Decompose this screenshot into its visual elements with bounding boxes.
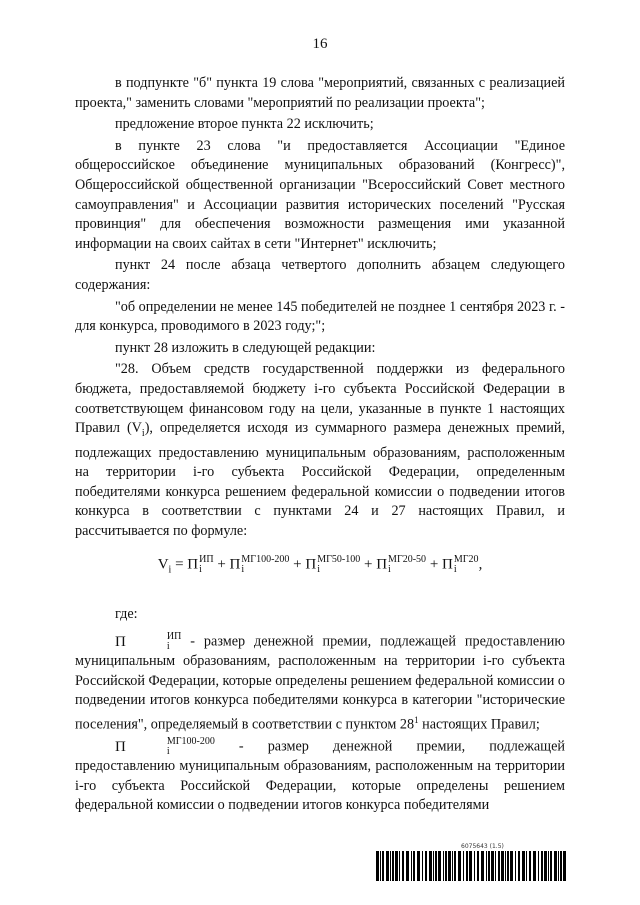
formula-plus: + — [289, 556, 306, 573]
formula-lhs: V — [157, 556, 169, 573]
paragraph: в пункте 23 слова "и предоставляется Ассоциации "Единое общероссийское объединение муниципальных образований (Конгресс)", Общероссийской общественной организации "Всероссийский Совет местного самоуправления" и Ассоциации развития исторических поселений "Русская провинция" для обеспечения возможности размещения ими указанной информации на своих сайтах в сети "Интернет" исключить; — [75, 137, 565, 252]
formula-sub: i — [241, 564, 245, 576]
barcode-block — [376, 843, 566, 883]
formula-end: , — [478, 556, 483, 573]
definition — [75, 632, 565, 735]
formula-plus: + — [360, 556, 377, 573]
formula — [75, 555, 565, 580]
formula-lhs-sub: i — [168, 564, 172, 576]
formula-sup: МГ20-50 — [388, 554, 427, 566]
definition-symbol — [115, 631, 182, 653]
paragraph: "об определении не менее 145 победителей не позднее 1 сентября 2023 г. - для конкурса, проводимого в 2023 году;"; — [75, 298, 565, 335]
definition-text: - размер денежной премии, подлежащей предоставлению муниципальным образованиям, расположенным на территории i-го субъекта Российской Федерации, которые определены решением федеральной комиссии о подведении итогов конкурса победителями конкурса в категории "исторические поселения", определяемый в соответствии с пунктом 28 — [75, 633, 565, 733]
barcode-text: 6075643 (1.5) — [461, 843, 504, 850]
formula-symbol: П — [376, 556, 388, 573]
formula-index — [317, 555, 360, 575]
paragraph: пункт 28 изложить в следующей редакции: — [115, 339, 376, 356]
formula-index — [199, 555, 213, 575]
subscript: i — [141, 427, 145, 439]
formula-sub: i — [388, 564, 391, 576]
formula-equals: = — [171, 556, 188, 573]
page-number: 16 — [312, 36, 328, 52]
paragraph: пункт 24 после абзаца четвертого дополнить абзацем следующего содержания: — [75, 257, 565, 293]
formula-index — [241, 555, 289, 575]
symbol-sub: i — [166, 746, 170, 758]
where-label: где: — [115, 605, 138, 622]
formula-plus: + — [426, 556, 443, 573]
reference-sup: 1 — [414, 714, 419, 725]
paragraph: предложение второе пункта 22 исключить; — [115, 116, 374, 133]
document-body — [75, 74, 565, 818]
paragraph-part: "28. Объем средств государственной поддержки из федерального бюджета, предоставляемой бюджету i-го субъекта Российской Федерации в соответствующем финансовом году на цели, указанные в пункте 1 настоящих Правил (V — [75, 361, 565, 437]
formula-sub: i — [317, 564, 320, 576]
symbol-sub: i — [166, 641, 170, 653]
definition — [75, 737, 565, 816]
formula-symbol: П — [305, 556, 317, 573]
paragraph-part: ), определяется исходя из суммарного размера денежных премий, подлежащих предоставлению муниципальным образованиям, расположенным на территории i-го субъекта Российской Федерации, определенным победителями конкурса решением федеральной комиссии о подведении итогов конкурса в соответствии с пунктами 24 и 27 настоящих Правил, и рассчитывается по формуле: — [75, 420, 565, 539]
definition-text: - размер денежной премии, подлежащей предоставлению муниципальным образованиям, расположенным на территории i-го субъекта Российской Федерации, которые определены решением федеральной комиссии о подведении итогов конкурса победителями — [75, 738, 565, 814]
formula-sup: МГ50-100 — [317, 554, 361, 566]
definition-symbol — [115, 736, 215, 758]
symbol-sup: МГ100-200 — [166, 736, 215, 748]
paragraph — [75, 360, 565, 541]
formula-index — [388, 555, 426, 575]
symbol-index — [127, 632, 181, 652]
symbol-index — [127, 737, 215, 757]
definition-tail: настоящих Правил; — [418, 716, 540, 733]
formula-sup: МГ20 — [453, 554, 479, 566]
formula-index — [454, 555, 479, 575]
formula-sup: ИП — [199, 554, 214, 566]
barcode — [376, 851, 566, 881]
symbol-letter: П — [115, 633, 126, 650]
formula-symbol: П — [187, 556, 199, 573]
symbol-sup: ИП — [166, 631, 182, 643]
formula-symbol: П — [229, 556, 241, 573]
paragraph: в подпункте "б" пункта 19 слова "мероприятий, связанных с реализацией проекта," заменить словами "мероприятий по реализации проекта"; — [75, 75, 565, 111]
formula-sub: i — [453, 564, 457, 576]
formula-symbol: П — [442, 556, 453, 573]
formula-sup: МГ100-200 — [241, 554, 290, 566]
formula-plus: + — [213, 556, 230, 573]
symbol-letter: П — [115, 738, 126, 755]
formula-sub: i — [199, 564, 202, 576]
